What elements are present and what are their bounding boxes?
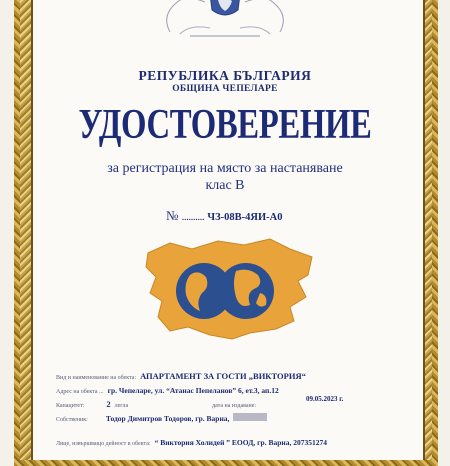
republic-heading: РЕПУБЛИКА БЪЛГАРИЯ bbox=[138, 68, 312, 83]
coat-of-arms-emblem bbox=[150, 0, 300, 40]
operator-row bbox=[56, 432, 327, 450]
bulgaria-map-globe-logo bbox=[140, 235, 316, 347]
capacity-value: 2 bbox=[106, 399, 111, 409]
owner-value: Тодор Димитров Тодоров, гр. Варна, bbox=[105, 414, 230, 423]
object-type-value: АПАРТАМЕНТ ЗА ГОСТИ „ВИКТОРИЯ“ bbox=[140, 371, 306, 381]
issue-date-row bbox=[306, 388, 343, 406]
municipality-heading: ОБЩИНА ЧЕПЕЛАРЕ bbox=[172, 84, 278, 94]
document-title: УДОСТОВЕРЕНИЕ bbox=[78, 102, 372, 148]
capacity-unit: легла bbox=[114, 403, 129, 409]
operator-value: “ Виктория Холидей ” ЕООД, гр. Варна, 207351274 bbox=[154, 438, 327, 447]
capacity-label: Капацитет: bbox=[56, 403, 85, 409]
issue-date-value: 09.05.2023 г. bbox=[306, 395, 344, 403]
address-label: Адрес на обекта ... bbox=[56, 389, 104, 395]
certificate-number: ЧЗ-08В-4ЯИ-А0 bbox=[207, 212, 283, 223]
owner-label: Собственик: bbox=[56, 417, 88, 423]
issue-date-label: дата на издаване: bbox=[212, 403, 257, 409]
number-prefix: № bbox=[166, 208, 179, 223]
class-line: клас В bbox=[205, 178, 245, 193]
number-dots: .......... bbox=[181, 211, 205, 223]
redacted-block bbox=[233, 413, 267, 421]
address-value: гр. Чепеларе, ул. “Атанас Пепеланов” 6, ет.3, ап.12 bbox=[107, 386, 279, 395]
operator-label: Лице, извършващо дейност в обекта: bbox=[56, 441, 151, 447]
certificate-number-row bbox=[166, 208, 282, 224]
owner-row bbox=[56, 408, 267, 426]
object-type-label: Вид и наименование на обекта: bbox=[56, 375, 137, 381]
document-subtitle: за регистрация на място за настаняване bbox=[107, 161, 343, 176]
